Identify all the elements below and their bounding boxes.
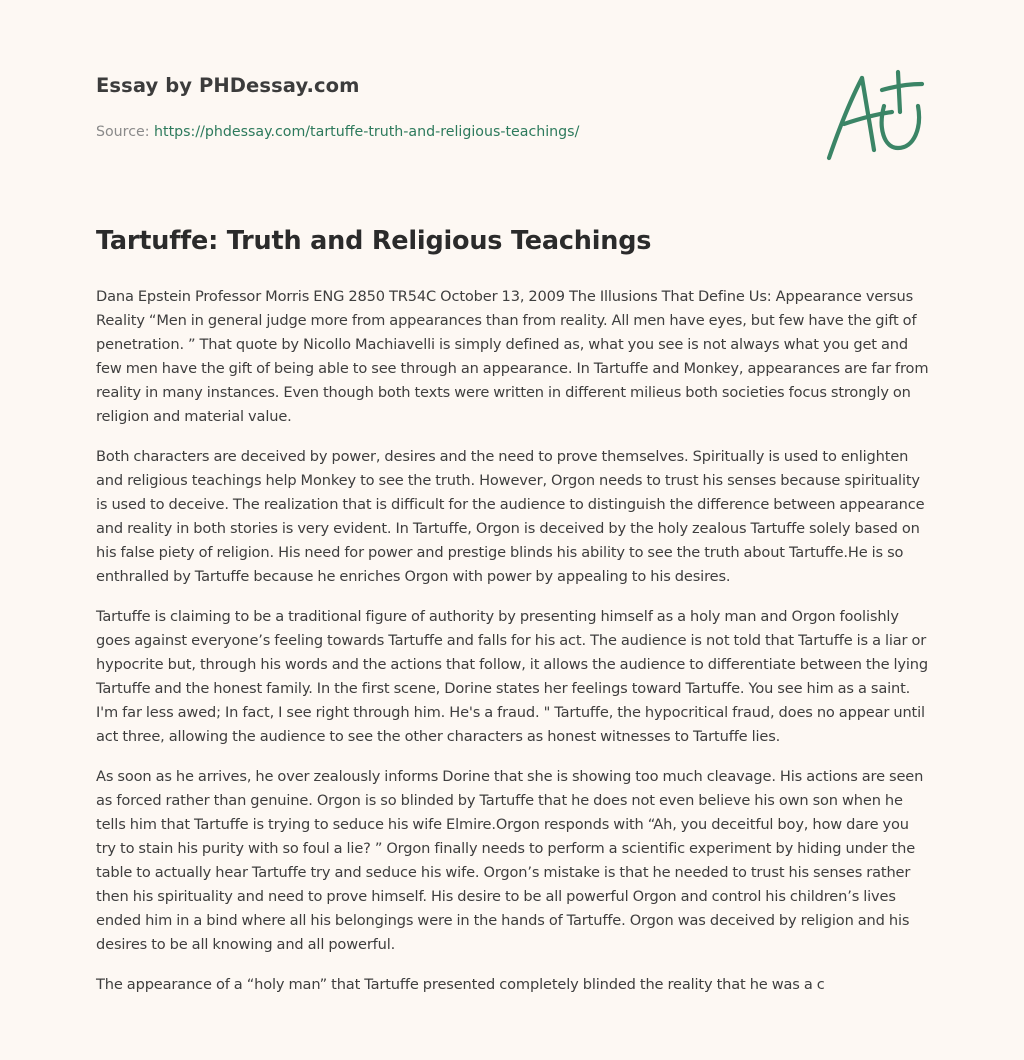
page-title: Tartuffe: Truth and Religious Teachings xyxy=(96,226,652,256)
a-plus-grade-icon xyxy=(822,66,932,166)
site-header xyxy=(96,74,796,97)
source-line xyxy=(96,124,579,140)
source-label: Source: xyxy=(96,124,150,140)
paragraph: Tartuffe is claiming to be a traditional figure of authority by presenting himself as a holy man and Orgon foolishly goes against everyone’s feeling towards Tartuffe and falls for his act. The audience is not told that Tartuffe is a liar or hypocrite but, through his words and the actions that follow, it allows the audience to differentiate between the lying Tartuffe and the honest family. In the first scene, Dorine states her feelings toward Tartuffe. You see him as a saint. I'm far less awed; In fact, I see right through him. He's a fraud. " Tartuffe, the hypocritical fraud, does no appear until act three, allowing the audience to see the other characters as honest witnesses to Tartuffe lies. xyxy=(96,608,929,745)
paragraph: Both characters are deceived by power, desires and the need to prove themselves. Spiritually is used to enlighten and religious teachings help Monkey to see the truth. However, Orgon needs to trust his senses because spirituality is used to deceive. The realization that is difficult for the audience to distinguish the difference between appearance and reality in both stories is very evident. In Tartuffe, Orgon is deceived by the holy zealous Tartuffe solely based on his false piety of religion. His need for power and prestige blinds his ability to see the truth about Tartuffe.He is so enthralled by Tartuffe because he enriches Orgon with power by appealing to his desires. xyxy=(96,448,925,585)
paragraph: As soon as he arrives, he over zealously informs Dorine that she is showing too much cleavage. His actions are seen as forced rather than genuine. Orgon is so blinded by Tartuffe that he does not even believe his own son when he tells him that Tartuffe is trying to seduce his wife Elmire.Orgon responds with “Ah, you deceitful boy, how dare you try to stain his purity with so foul a lie? ” Orgon finally needs to perform a scientific experiment by hiding under the table to actually hear Tartuffe try and seduce his wife. Orgon’s mistake is that he needed to trust his senses rather then his spirituality and need to prove himself. His desire to be all powerful Orgon and control his children’s lives ended him in a bind where all his belongings were in the hands of Tartuffe. Orgon was deceived by religion and his desires to be all knowing and all powerful. xyxy=(96,768,924,953)
site-brand: Essay by PHDessay.com xyxy=(96,74,360,97)
paragraph: Dana Epstein Professor Morris ENG 2850 TR54C October 13, 2009 The Illusions That Define Us: Appearance versus Reality “Men in general judge more from appearances than from reality. All men have eyes, but few have the gift of penetration. ” That quote by Nicollo Machiavelli is simply defined as, what you see is not always what you get and few men have the gift of being able to see through an appearance. In Tartuffe and Monkey, appearances are far from reality in many instances. Even though both texts were written in different milieus both societies focus strongly on religion and material value. xyxy=(96,288,929,425)
article-body xyxy=(96,285,931,1013)
source-link[interactable]: https://phdessay.com/tartuffe-truth-and-religious-teachings/ xyxy=(154,124,580,140)
paragraph: The appearance of a “holy man” that Tartuffe presented completely blinded the reality that he was a c xyxy=(96,976,825,993)
